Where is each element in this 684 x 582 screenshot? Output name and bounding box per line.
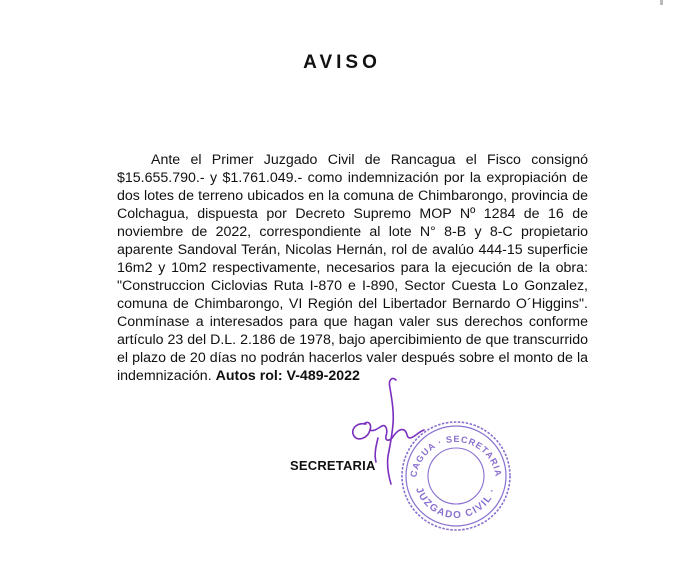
stamp-bottom-text: JUZGADO CIVIL · — [413, 485, 499, 522]
case-reference: Autos rol: V-489-2022 — [215, 368, 360, 384]
stamp-top-text: CAGUA · SECRETARIA — [408, 433, 504, 478]
court-seal-stamp — [398, 418, 514, 534]
signer-title: SECRETARIA — [290, 458, 376, 473]
notice-body-text: Ante el Primer Juzgado Civil de Rancagua el Fisco consignó $15.655.790.- y $1.761.049.- como indemnización por la expropiación de dos lotes de terreno ubicados en la comuna de Chimbarongo, provincia de Colchagua, dispuesta por Decreto Supremo MOP Nº 1284 de 16 de noviembre de 2022, correspondiente al lote N° 8-B y 8-C propietario aparente Sandoval Terán, Nicolas Hernán, rol de avalúo 444-15 superficie 16m2 y 10m2 respectivamente, necesarios para la ejecución de la obra: "Construccion Ciclovias Ruta I-870 e I-890, Sector Cuesta Lo Gonzalez, comuna de Chimbarongo, VI Región del Libertador Bernardo O´Higgins". Conmínase a interesados para que hagan valer sus derechos conforme artículo 23 del D.L. 2.186 de 1978, bajo apercibimiento de que transcurrido el plazo de 20 días no podrán hacerlos valer después sobre el monto de la indemnización. — [117, 152, 588, 384]
notice-body — [117, 151, 588, 385]
svg-text:CAGUA · SECRETARIA — [408, 434, 504, 478]
notice-title: AVISO — [303, 52, 381, 73]
page-edge-mark — [660, 0, 663, 5]
